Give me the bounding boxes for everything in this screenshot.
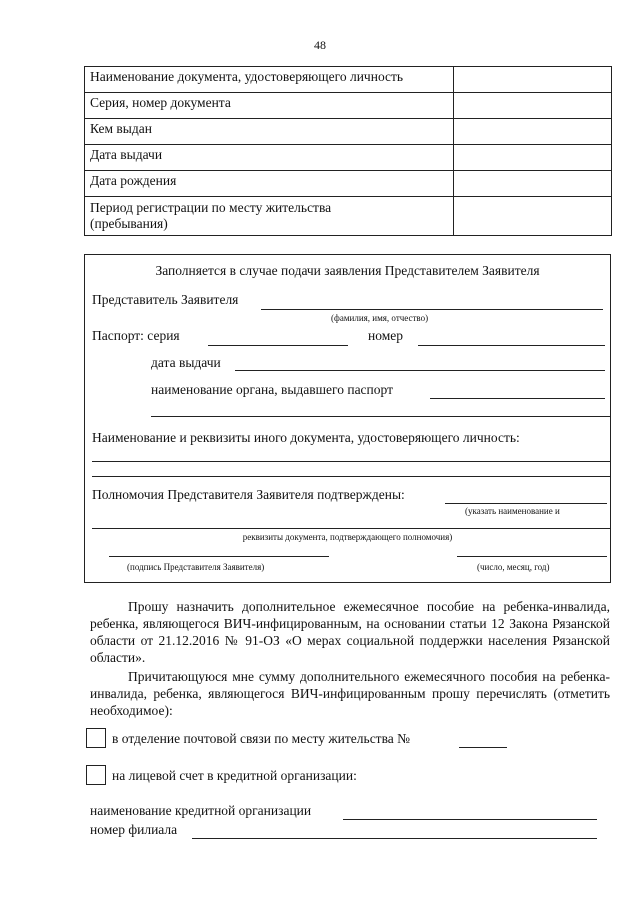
- table-row: [85, 119, 612, 145]
- issuer-field[interactable]: [430, 398, 605, 399]
- request-text: Прошу назначить дополнительное ежемесячное пособие на ребенка-инвалида, ребенка, являющегося ВИЧ-инфицированным, на основании статьи 12 Закона Рязанской области от 21.12.2016 № 91-ОЗ «О мерах социальной поддержки населения Рязанской области».: [90, 599, 610, 665]
- passport-number-field[interactable]: [418, 345, 605, 346]
- table-row: [85, 145, 612, 171]
- bank-account-option-label: на лицевой счет в кредитной организации:: [112, 768, 357, 783]
- row-value-field[interactable]: [454, 171, 612, 197]
- table-row: [85, 67, 612, 93]
- passport-series-label: Паспорт: серия: [92, 328, 180, 343]
- page-number: 48: [314, 38, 326, 52]
- row-value-field[interactable]: [454, 67, 612, 93]
- issuer-label: наименование органа, выдавшего паспорт: [151, 382, 393, 397]
- branch-number-label: номер филиала: [90, 822, 178, 837]
- rep-name-label: Представитель Заявителя: [92, 292, 239, 307]
- request-paragraph: [90, 598, 610, 666]
- row-value-field[interactable]: [454, 197, 612, 236]
- signature-hint: (подпись Представителя Заявителя): [127, 562, 265, 572]
- signature-field[interactable]: [109, 556, 329, 557]
- issue-date-label: дата выдачи: [151, 355, 221, 370]
- bank-name-label: наименование кредитной организации: [90, 803, 312, 818]
- post-office-option-label: в отделение почтовой связи по месту жительства №: [112, 731, 411, 746]
- authority-hint-2: реквизиты документа, подтверждающего полномочия): [242, 532, 453, 542]
- section-heading: Заполняется в случае подачи заявления Представителем Заявителя: [155, 263, 540, 278]
- row-label-line: (пребывания): [90, 216, 168, 231]
- representative-section: [84, 254, 611, 583]
- post-office-number-field[interactable]: [459, 747, 507, 748]
- identity-table: [84, 66, 612, 236]
- other-doc-field-line2[interactable]: [92, 476, 611, 477]
- table-row: [85, 197, 612, 236]
- bank-name-field[interactable]: [343, 819, 597, 820]
- row-label: Дата выдачи: [85, 145, 454, 171]
- branch-number-field[interactable]: [192, 838, 597, 839]
- date-hint: (число, месяц, год): [477, 562, 550, 572]
- row-label: Серия, номер документа: [85, 93, 454, 119]
- date-field[interactable]: [457, 556, 607, 557]
- passport-number-label: номер: [368, 328, 404, 343]
- row-value-field[interactable]: [454, 119, 612, 145]
- other-doc-label: Наименование и реквизиты иного документа, удостоверяющего личность:: [92, 430, 520, 445]
- rep-name-hint: (фамилия, имя, отчество): [331, 313, 429, 323]
- issue-date-field[interactable]: [235, 370, 605, 371]
- transfer-text: Причитающуюся мне сумму дополнительного ежемесячного пособия на ребенка-инвалида, ребенка, являющегося ВИЧ-инфицированным прошу перечислять (отметить необходимое):: [90, 669, 610, 718]
- authority-hint: (указать наименование и: [465, 506, 560, 516]
- rep-name-field[interactable]: [261, 309, 603, 310]
- table-row: [85, 171, 612, 197]
- row-label: [85, 197, 454, 236]
- row-label: Дата рождения: [85, 171, 454, 197]
- other-doc-field[interactable]: [92, 461, 611, 462]
- table-row: [85, 93, 612, 119]
- bank-account-checkbox[interactable]: [86, 765, 106, 785]
- post-office-checkbox[interactable]: [86, 728, 106, 748]
- authority-label: Полномочия Представителя Заявителя подтверждены:: [92, 487, 405, 502]
- authority-field[interactable]: [445, 503, 607, 504]
- row-value-field[interactable]: [454, 145, 612, 171]
- authority-field-line2[interactable]: [92, 528, 611, 529]
- passport-series-field[interactable]: [208, 345, 348, 346]
- row-label-line: Период регистрации по месту жительства: [90, 200, 332, 215]
- row-label: Кем выдан: [85, 119, 454, 145]
- issuer-field-line2[interactable]: [151, 416, 611, 417]
- row-value-field[interactable]: [454, 93, 612, 119]
- row-label: Наименование документа, удостоверяющего личность: [85, 67, 454, 93]
- transfer-paragraph: [90, 668, 610, 719]
